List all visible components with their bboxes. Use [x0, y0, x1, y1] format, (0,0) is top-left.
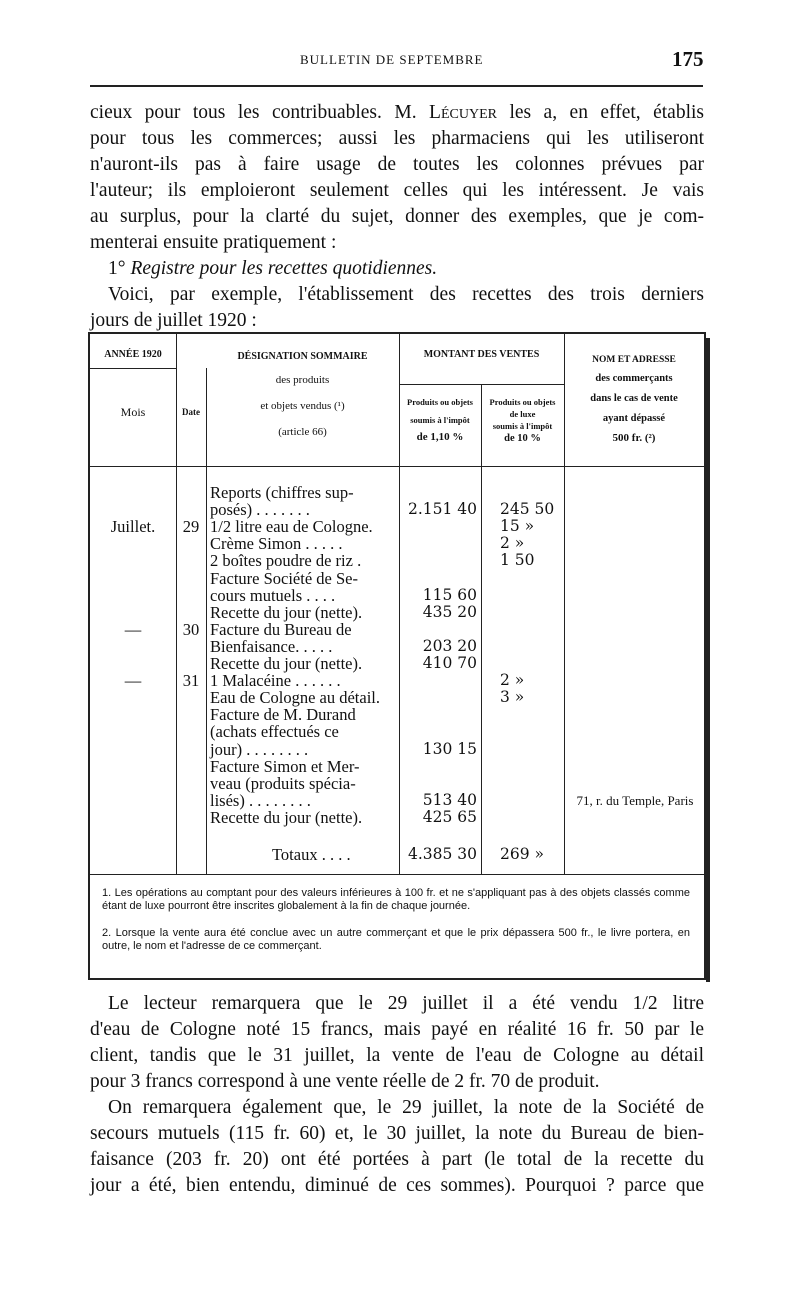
receipts-register-table — [88, 332, 706, 980]
section-title: Registre pour les recettes quotidiennes. — [130, 258, 438, 279]
row-amount-taxed: 513 40 — [422, 790, 477, 809]
header-col2-l3: soumis à l'impôt — [492, 421, 553, 431]
outro-line: Le lecteur remarquera que le 29 juillet il a été vendu 1/2 litre — [108, 993, 704, 1014]
row-designation: jour) . . . . . . . . — [210, 739, 309, 759]
row-designation: Eau de Cologne au détail. — [210, 688, 380, 708]
outro-line: pour 3 francs correspond à une vente réelle de 2 fr. 70 de produit. — [90, 1071, 600, 1092]
footnote-1: 1. Les opérations au comptant pour des valeurs inférieures à 100 fr. et ne s'appliquant pas à des objets classés comme étant de luxe pourront être inscrites globalement à la fin de chaque journée. — [102, 887, 690, 912]
intro-line-5: au surplus, pour la clarté du sujet, donner des exemples, que je com- — [90, 206, 704, 227]
running-header: BULLETIN DE SEPTEMBRE — [300, 52, 484, 67]
row-amount-luxury: 2 » — [500, 671, 525, 690]
header-designation: DÉSIGNATION SOMMAIRE — [237, 351, 368, 362]
header-col1-l3: de 1,10 % — [416, 431, 464, 443]
row-designation: posés) . . . . . . . — [210, 500, 310, 520]
row-designation: cours mutuels . . . . — [210, 585, 336, 605]
row-amount-taxed: 130 15 — [422, 739, 477, 758]
row-designation: veau (produits spécia- — [210, 773, 356, 793]
row-designation: Recette du jour (nette). — [210, 807, 363, 827]
author-name: Lécuyer — [429, 102, 497, 123]
outro-line: On remarquera également que, le 29 juillet, la note de la Société de — [108, 1097, 704, 1118]
row-designation: (achats effectués ce — [210, 722, 339, 742]
header-rule — [90, 85, 703, 87]
header-amount: MONTANT DES VENTES — [423, 349, 540, 360]
header-designation-l2: et objets vendus (¹) — [260, 400, 345, 412]
header-col1-l2: soumis à l'impôt — [410, 415, 470, 425]
header-name-l1: NOM ET ADRESSE — [592, 355, 676, 365]
totals-label: Totaux . . . . — [272, 845, 351, 864]
outro-line: client, tandis que le 31 juillet, la vente de l'eau de Cologne au détail — [90, 1045, 704, 1066]
row-date: 29 — [182, 517, 200, 537]
row-designation: Bienfaisance. . . . . — [210, 636, 333, 656]
outro-paragraph-2 — [90, 1095, 704, 1199]
section-number: 1° — [108, 258, 126, 279]
row-month: — — [124, 671, 142, 691]
outro-line: d'eau de Cologne noté 15 francs, mais payé en réalité 16 fr. 50 par le — [90, 1019, 704, 1040]
footnote-2: 2. Lorsque la vente aura été conclue avec un autre commerçant et que le prix dépassera 500 fr., le livre portera, en outre, le nom et l'adresse de ce commerçant. — [102, 927, 690, 952]
outro-line: faisance (203 fr. 20) ont été portées à part (le total de la recette du — [90, 1149, 704, 1170]
year-rule — [90, 368, 176, 369]
row-designation: Facture Société de Se- — [210, 568, 358, 588]
row-designation: Reports (chiffres sup- — [210, 483, 354, 502]
outro-paragraph-1 — [90, 991, 704, 1095]
column-divider — [206, 368, 207, 874]
header-name-l3: dans le cas de vente — [590, 393, 678, 404]
row-designation: Facture du Bureau de — [210, 619, 352, 639]
row-amount-luxury: 1 50 — [500, 551, 535, 570]
row-amount-taxed: 2.151 40 — [407, 500, 477, 519]
column-divider — [481, 384, 482, 874]
header-col1-l1: Produits ou objets — [407, 397, 473, 407]
row-amount-luxury: 245 50 — [500, 500, 555, 519]
row-designation: 2 boîtes poudre de riz . — [210, 551, 362, 571]
header-col2-l4: de 10 % — [504, 433, 541, 444]
row-month: — — [124, 619, 142, 639]
row-designation: 1/2 litre eau de Cologne. — [210, 517, 373, 537]
section-heading — [90, 256, 704, 282]
header-name-l4: ayant dépassé — [602, 413, 666, 424]
row-merchant-address: 71, r. du Temple, Paris — [576, 792, 694, 808]
intro-line-4: l'auteur; ils emploieront seulement celles qui les intéressent. Je vais — [90, 180, 704, 201]
row-amount-taxed: 435 20 — [422, 602, 477, 621]
intro-line-6: menterai ensuite pratiquement : — [90, 232, 337, 253]
header-designation-l1: des produits — [275, 374, 330, 386]
row-designation: Recette du jour (nette). — [210, 654, 363, 673]
row-designation: Crème Simon . . . . . — [210, 534, 343, 554]
header-name-l5: 500 fr. (²) — [612, 432, 656, 444]
outro-line: secours mutuels (115 fr. 60) et, le 30 juillet, la note du Bureau de bien- — [90, 1123, 704, 1144]
intro-line-3: n'auront-ils pas à faire usage de toutes les colonnes prévues par — [90, 154, 704, 175]
row-amount-taxed: 425 65 — [422, 807, 477, 826]
header-date: Date — [182, 407, 200, 417]
row-amount-luxury: 2 » — [500, 534, 525, 553]
row-date: 30 — [182, 619, 200, 639]
footnote-separator — [90, 874, 704, 875]
row-designation: Facture de M. Durand — [210, 705, 356, 725]
header-rule-bottom — [90, 466, 704, 467]
total-luxury-10: 269 » — [500, 845, 544, 863]
row-amount-taxed: 115 60 — [422, 585, 477, 604]
row-month: Juillet. — [110, 517, 156, 537]
header-month: Mois — [120, 405, 146, 419]
row-date: 31 — [182, 671, 200, 691]
row-designation: 1 Malacéine . . . . . . — [210, 671, 341, 691]
header-designation-l3: (article 66) — [278, 426, 327, 438]
header-year: ANNÉE 1920 — [104, 349, 162, 360]
intro-line-1: cieux pour tous les contribuables. M. Lécuyer les a, en effet, établis — [90, 102, 705, 123]
row-amount-luxury: 15 » — [500, 517, 535, 536]
row-designation: Facture Simon et Mer- — [210, 756, 360, 776]
outro-line: jour a été, bien entendu, diminué de ces sommes). Pourquoi ? parce que — [90, 1175, 704, 1196]
intro-paragraph — [90, 100, 704, 334]
header-col2-l2: de luxe — [509, 409, 536, 419]
intro-line-2: pour tous les commerces; aussi les pharmaciens qui les utiliseront — [90, 128, 704, 149]
row-amount-taxed: 410 70 — [422, 654, 477, 672]
intro-line-8: Voici, par exemple, l'établissement des recettes des trois derniers — [108, 284, 704, 305]
total-taxed-1-10: 4.385 30 — [407, 845, 477, 863]
header-col2-l1: Produits ou objets — [489, 397, 556, 407]
row-amount-taxed: 203 20 — [422, 636, 477, 655]
row-designation: Recette du jour (nette). — [210, 602, 363, 622]
page-number: 175 — [672, 47, 704, 71]
intro-line-9: jours de juillet 1920 : — [90, 310, 257, 331]
amount-rule — [399, 384, 564, 385]
row-amount-luxury: 3 » — [500, 688, 525, 707]
row-designation: lisés) . . . . . . . . — [210, 790, 311, 810]
header-name-l2: des commerçants — [595, 373, 673, 384]
